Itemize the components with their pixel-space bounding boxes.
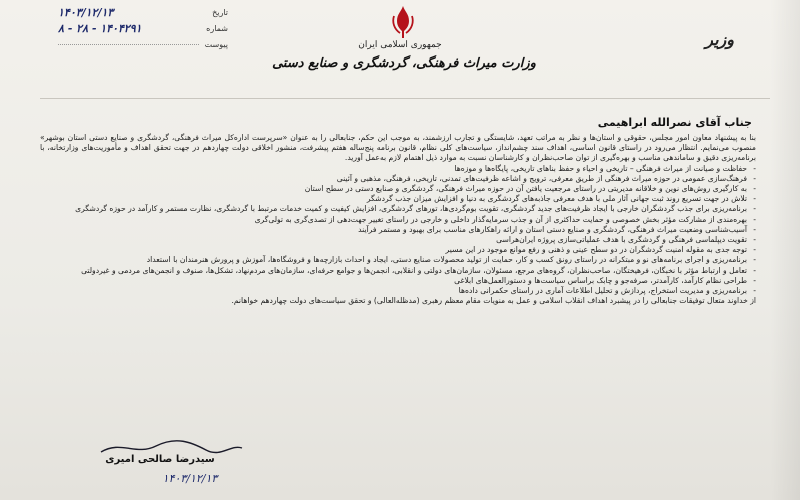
signature-date: ۱۴۰۳/۱۲/۱۳ xyxy=(162,472,218,485)
duty-item: - برنامه‌ریزی و مدیریت استخراج، پردازش و تحلیل اطلاعات آماری در راستای حکمرانی داده‌ها xyxy=(40,286,756,296)
closing-paragraph: از خداوند متعال توفیقات جنابعالی را در پیشبرد اهداف انقلاب اسلامی و عمل به منویات مقام معظم رهبری (مدظله‌العالی) و تحقق سیاست‌های دولت چهاردهم خواهانم. xyxy=(231,296,756,306)
number-row xyxy=(58,20,228,36)
letter-meta xyxy=(58,4,228,52)
ministry-name: وزارت میراث فرهنگی، گردشگری و صنایع دستی xyxy=(272,56,536,71)
duty-item: - تقویت دیپلماسی فرهنگی و گردشگری با هدف عملیاتی‌سازی پروژه ایران‌هراسی xyxy=(40,235,756,245)
duty-item: - به کارگیری روش‌های نوین و خلاقانه مدیریتی در راستای مرجعیت یافتن آن در حوزه میراث فرهنگی، گردشگری و صنایع دستی در سطح استان xyxy=(40,184,756,194)
duty-item: - طراحی نظام کارآمد، کارآمدتر، صرفه‌جو و چابک براساس سیاست‌ها و دستورالعمل‌های ابلاغی xyxy=(40,276,756,286)
attachment-label: پیوست xyxy=(204,39,228,49)
date-label: تاریخ xyxy=(212,7,228,17)
duty-item: - بهره‌مندی از مشارکت مؤثر بخش خصوصی و حمایت حداکثری از آن و جذب سرمایه‌گذار داخلی و خارجی در راستای تغییر جهت‌دهی از تصدی‌گری به تولی‌گری xyxy=(40,215,756,225)
date-value: ۱۴۰۳/۱۲/۱۳ xyxy=(58,5,114,19)
salutation: جناب آقای نصرالله ابراهیمی xyxy=(597,116,752,129)
duty-item: - تعامل و ارتباط مؤثر با نخبگان، فرهیختگان، صاحب‌نظران، گروه‌های مرجع، مسئولان، سازمان‌های دولتی و انقلابی، انجمن‌ها و جوامع حرفه‌ای، سازمان‌های مردم‌نهاد، تشکل‌ها، صنوف و انجمن‌های مردمی و غیردولتی xyxy=(40,266,756,276)
date-row xyxy=(58,4,228,20)
intro-paragraph: بنا به پیشنهاد معاون امور مجلس، حقوقی و استان‌ها و نظر به مراتب تعهد، شایستگی و تجارب ارزشمند، به موجب این حکم، جنابعالی را به عنوان «سرپرست اداره‌کل میراث فرهنگی، گردشگری و صنایع دستی استان بوشهر» منصوب می‌نمایم. انتظار می‌رود در راستای قانون اساسی، اهداف سند چشم‌انداز، سیاست‌های کلی نظام، قانون برنامه پنج‌ساله هفتم پیشرفت، منشور اخلاقی دولت چهاردهم در جهت تحقق اهداف و مأموریت‌های وزارتخانه، با برنامه‌ریزی دقیق و ساماندهی مناسب و بهره‌گیری از توان صاحب‌نظران و کارشناسان نسبت به موارد ذیل اهتمام لازم به‌عمل آورید. xyxy=(40,133,756,163)
signatory-name: سیدرضا صالحی امیری xyxy=(105,454,215,465)
scan-shadow xyxy=(770,0,800,500)
duty-item: - تلاش در جهت تسریع روند ثبت جهانی آثار ملی با هدف معرفی جاذبه‌های گردشگری به دنیا و افزایش میزان جذب گردشگر xyxy=(40,194,756,204)
duty-item: - حفاظت و صیانت از میراث فرهنگی – تاریخی و احیاء و حفظ بناهای تاریخی، پایگاه‌ها و موزه‌ها xyxy=(40,164,756,174)
number-value: ۱۴۰۴۲۹۱ - ۲۸ - ۸ xyxy=(58,21,142,35)
letter-body xyxy=(40,133,756,306)
duty-item: - فرهنگ‌سازی عمومی در حوزه میراث فرهنگی از طریق معرفی، ترویج و اشاعه ظرفیت‌های تمدنی، تاریخی، فرهنگی، مذهبی و آئینی xyxy=(40,174,756,184)
attachment-row xyxy=(58,36,228,52)
duty-item: - برنامه‌ریزی برای جذب گردشگران خارجی با ایجاد ظرفیت‌های جدید گردشگری، تقویت بوم‌گردی‌ها، تورهای گردشگری، افزایش کیفیت و کمیت خدمات مرتبط با گردشگری، نظارت مستمر و کارآمد در حوزه گردشگری xyxy=(40,204,756,214)
number-label: شماره xyxy=(206,23,228,33)
duties-list xyxy=(40,164,756,297)
iran-emblem-icon xyxy=(388,4,418,40)
republic-label: جمهوری اسلامی ایران xyxy=(358,40,442,50)
header-divider xyxy=(40,98,770,99)
duty-item: - برنامه‌ریزی و اجرای برنامه‌های نو و مبتکرانه در راستای رونق کسب و کار، حمایت از تولید محصولات صنایع دستی، ایجاد و احداث بازارچه‌ها و فروشگاه‌ها، آموزش و پرورش هنرمندان با استعداد xyxy=(40,255,756,265)
duty-item: - آسیب‌شناسی وضعیت میراث فرهنگی، گردشگری و صنایع دستی استان و ارائه راهکارهای مناسب برای بهبود و مستمر فرآیند xyxy=(40,225,756,235)
minister-title: وزیر xyxy=(705,30,734,49)
duty-item: - توجه جدی به مقوله امنیت گردشگران در دو سطح عینی و ذهنی و رفع موانع موجود در این مسیر xyxy=(40,245,756,255)
